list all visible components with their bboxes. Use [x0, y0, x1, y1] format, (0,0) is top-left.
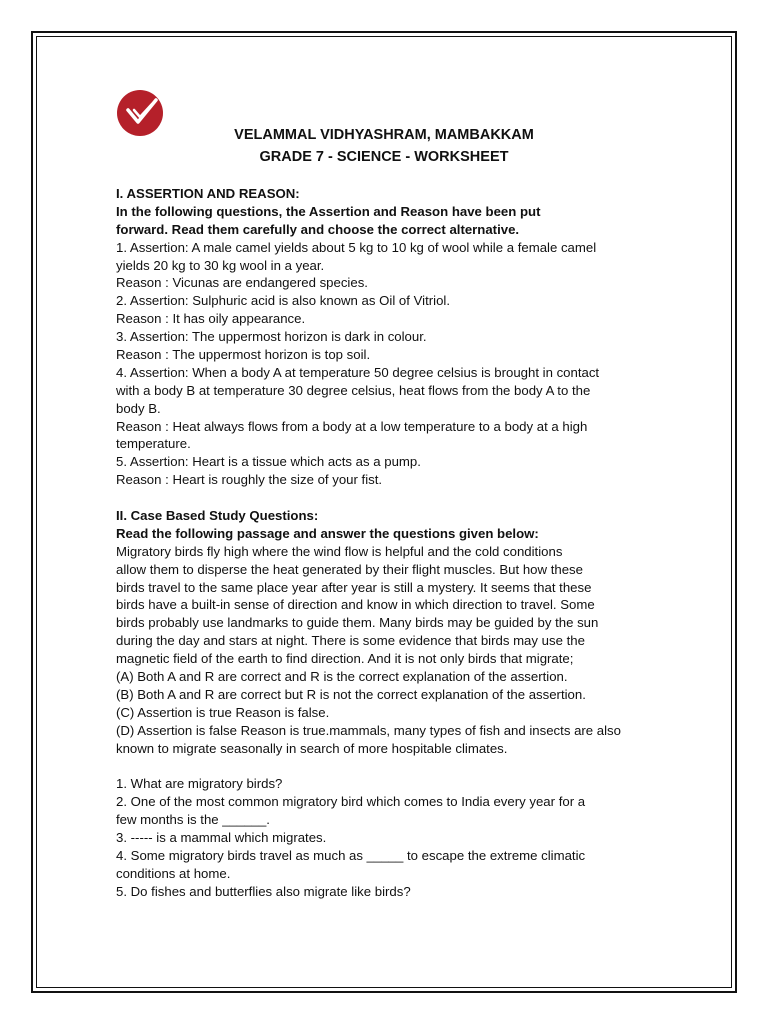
passage-line: magnetic field of the earth to find direction. And it is not only birds that migrate; — [116, 651, 574, 667]
question-line: conditions at home. — [116, 865, 231, 881]
assertion-line: yields 20 kg to 30 kg wool in a year. — [116, 257, 325, 273]
assertion-line: 5. Assertion: Heart is a tissue which acts as a pump. — [116, 454, 421, 470]
passage-line: birds probably use landmarks to guide them. Many birds may be guided by the sun — [116, 615, 599, 631]
question-line: 3. ----- is a mammal which migrates. — [116, 830, 327, 846]
passage-line: (A) Both A and R are correct and R is the correct explanation of the assertion. — [116, 669, 568, 685]
worksheet-title: GRADE 7 - SCIENCE - WORKSHEET — [259, 149, 509, 165]
assertion-line: Reason : It has oily appearance. — [116, 311, 306, 327]
section2-heading: II. Case Based Study Questions: — [116, 508, 319, 524]
passage-line: birds travel to the same place year after year is still a mystery. It seems that these — [116, 579, 592, 595]
assertion-line: 4. Assertion: When a body A at temperature 50 degree celsius is brought in contact — [116, 364, 600, 380]
assertion-line: Reason : Heart is roughly the size of your fist. — [116, 472, 383, 488]
assertion-line: 3. Assertion: The uppermost horizon is dark in colour. — [116, 329, 427, 345]
worksheet-body — [116, 185, 656, 901]
assertion-line: Reason : Vicunas are endangered species. — [116, 275, 368, 291]
section1-instruction-line: In the following questions, the Assertion and Reason have been put — [116, 203, 541, 219]
assertion-line: Reason : Heat always flows from a body at a low temperature to a body at a high — [116, 418, 588, 434]
section1-heading: I. ASSERTION AND REASON: — [116, 186, 300, 201]
assertion-line: Reason : The uppermost horizon is top soil. — [116, 347, 371, 363]
assertion-line: with a body B at temperature 30 degree celsius, heat flows from the body A to the — [116, 382, 591, 398]
assertion-line: body B. — [116, 400, 161, 416]
question-line: 1. What are migratory birds? — [116, 776, 283, 792]
assertion-line: 1. Assertion: A male camel yields about 5 kg to 10 kg of wool while a female camel — [116, 239, 597, 255]
question-line: few months is the ______. — [116, 812, 270, 828]
school-name: VELAMMAL VIDHYASHRAM, MAMBAKKAM — [234, 127, 534, 143]
question-line: 2. One of the most common migratory bird which comes to India every year for a — [116, 794, 586, 810]
assertion-line: temperature. — [116, 436, 191, 452]
question-line: 5. Do fishes and butterflies also migrate like birds? — [116, 883, 411, 899]
question-line: 4. Some migratory birds travel as much as _____ to escape the extreme climatic — [116, 847, 586, 863]
passage-line: allow them to disperse the heat generated by their flight muscles. But how these — [116, 561, 583, 577]
passage-line: during the day and stars at night. There is some evidence that birds may use the — [116, 633, 585, 649]
passage-line: known to migrate seasonally in search of more hospitable climates. — [116, 740, 508, 756]
section2-instruction: Read the following passage and answer the questions given below: — [116, 525, 539, 541]
passage-line: birds have a built-in sense of direction and know in which direction to travel. Some — [116, 597, 595, 613]
passage-line: Migratory birds fly high where the wind flow is helpful and the cold conditions — [116, 543, 563, 559]
passage-line: (C) Assertion is true Reason is false. — [116, 704, 330, 720]
passage-line: (D) Assertion is false Reason is true.mammals, many types of fish and insects are also — [116, 722, 621, 738]
assertion-line: 2. Assertion: Sulphuric acid is also known as Oil of Vitriol. — [116, 293, 450, 309]
passage-line: (B) Both A and R are correct but R is not the correct explanation of the assertion. — [116, 686, 586, 702]
section1-instruction-line: forward. Read them carefully and choose the correct alternative. — [116, 221, 520, 237]
